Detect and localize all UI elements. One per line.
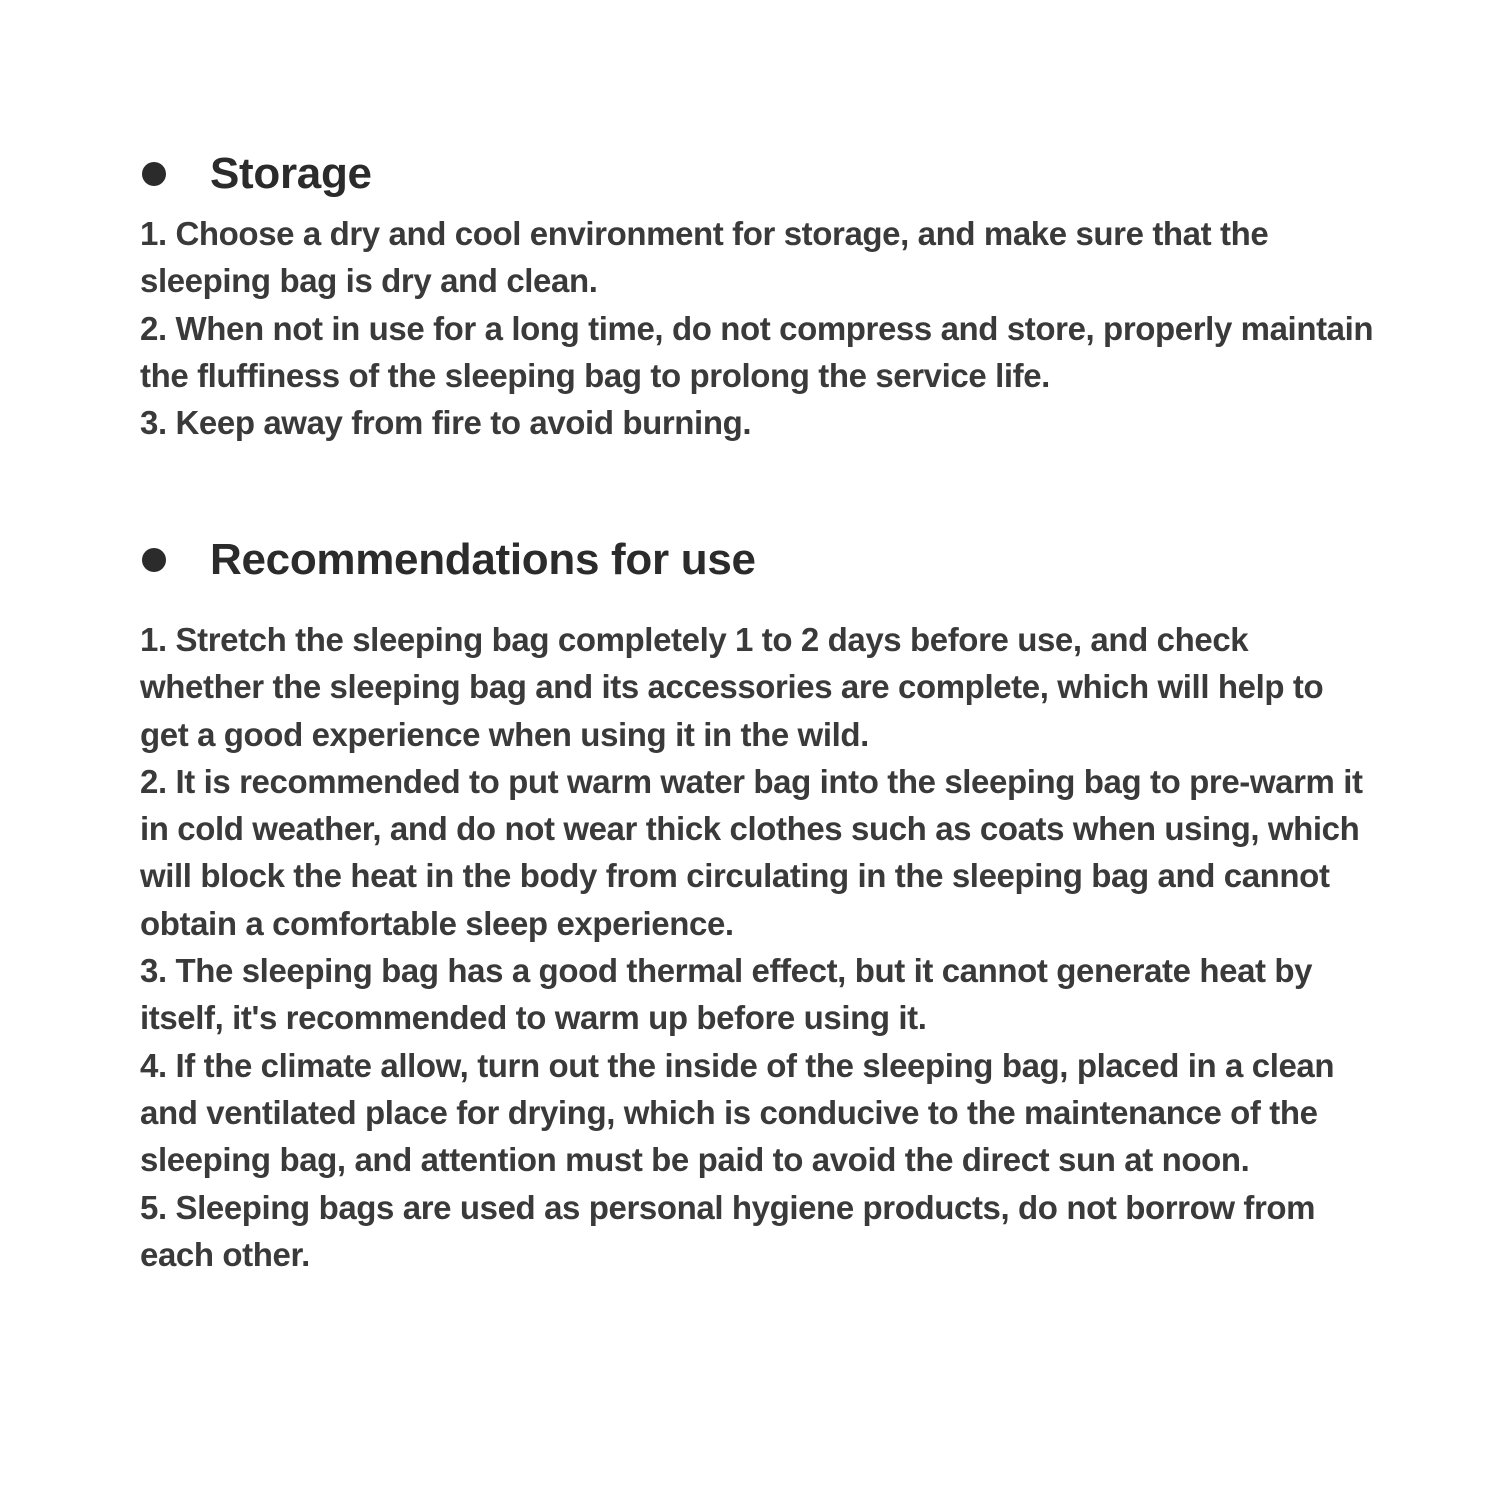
recommendation-item: 1. Stretch the sleeping bag completely 1 to 2 days before use, and check whether the sleeping bag and its accessories are complete, which will help to get a good experience when using it in the wild.	[140, 621, 1324, 753]
storage-list	[140, 210, 1380, 446]
recommendations-section	[140, 532, 1380, 1278]
recommendations-heading	[140, 532, 1380, 588]
recommendation-item: 2. It is recommended to put warm water bag into the sleeping bag to pre-warm it in cold weather, and do not wear thick clothes such as coats when using, which will block the heat in the body from circulating in the sleeping bag and cannot obtain a comfortable sleep experience.	[140, 762, 1363, 942]
storage-item: 2. When not in use for a long time, do not compress and store, properly maintain the fluffiness of the sleeping bag to prolong the service life.	[140, 309, 1374, 394]
storage-item: 3. Keep away from fire to avoid burning.	[140, 404, 752, 442]
recommendations-heading-text: Recommendations for use	[210, 535, 756, 584]
recommendation-item: 5. Sleeping bags are used as personal hygiene products, do not borrow from each other.	[140, 1188, 1316, 1273]
recommendations-list	[140, 616, 1380, 1278]
recommendation-item: 3. The sleeping bag has a good thermal effect, but it cannot generate heat by itself, it's recommended to warm up before using it.	[140, 952, 1313, 1037]
storage-item: 1. Choose a dry and cool environment for storage, and make sure that the sleeping bag is dry and clean.	[140, 215, 1269, 300]
bullet-icon	[142, 162, 166, 186]
storage-heading-text: Storage	[210, 149, 372, 198]
bullet-icon	[142, 548, 166, 572]
storage-section	[140, 146, 1380, 446]
recommendation-item: 4. If the climate allow, turn out the inside of the sleeping bag, placed in a clean and ventilated place for drying, which is conducive to the maintenance of the sleeping bag, and attention must be paid to avoid the direct sun at noon.	[140, 1046, 1335, 1179]
storage-heading	[140, 146, 1380, 202]
